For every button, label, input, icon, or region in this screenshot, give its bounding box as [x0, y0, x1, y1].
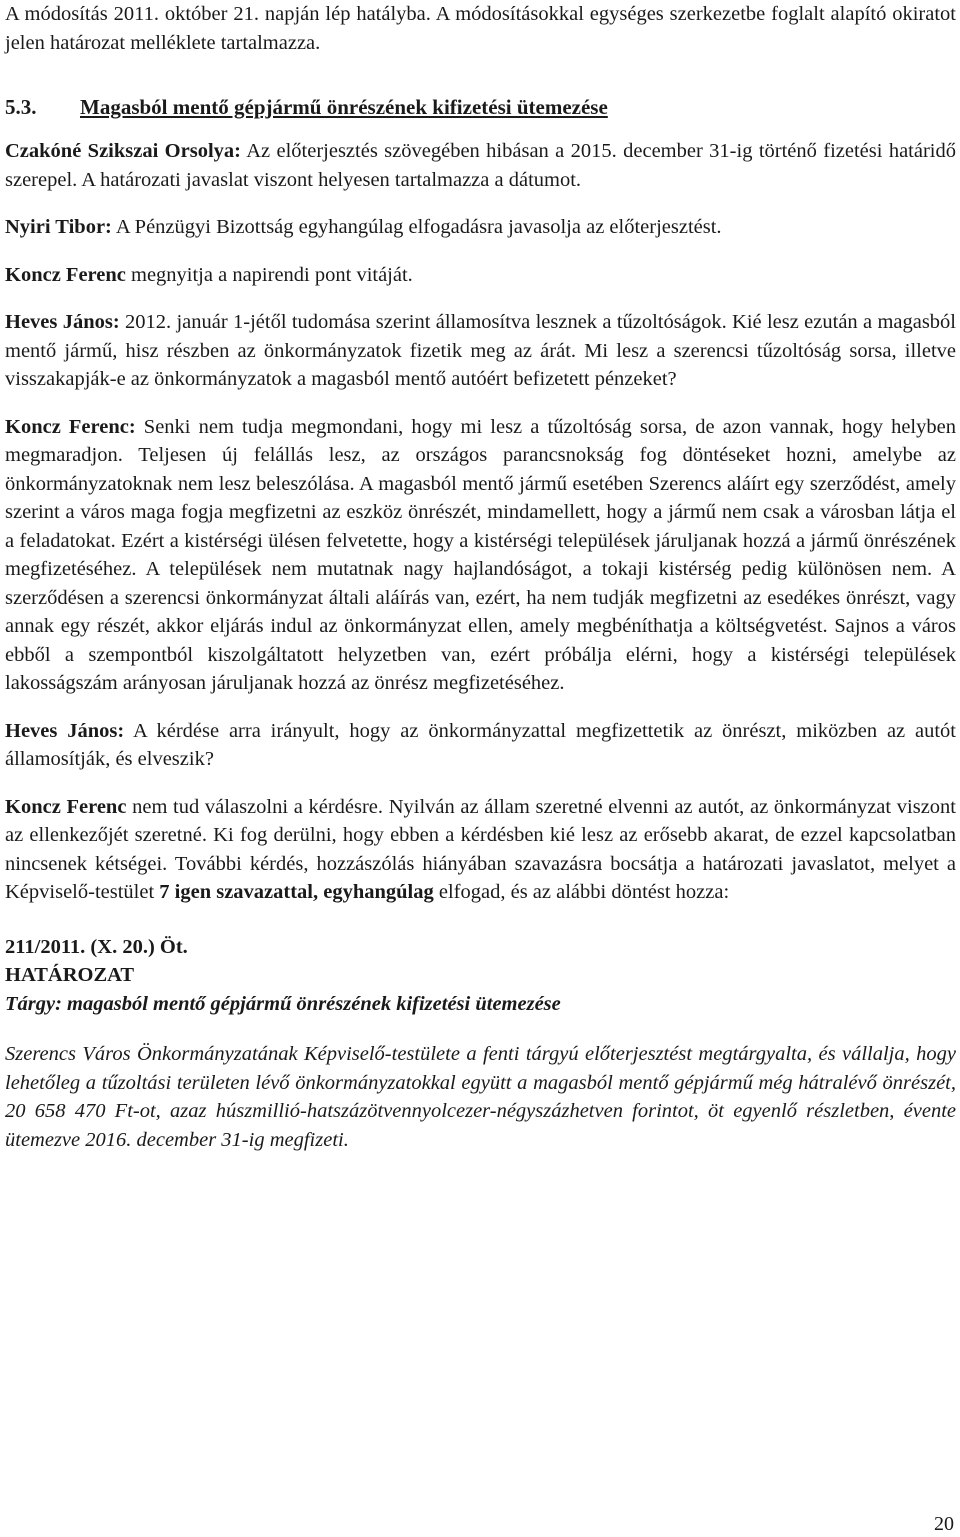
- section-heading: [5, 93, 956, 121]
- vote-text: nem tud válaszolni a kérdésre. Nyilván az állam szeretné elvenni az autót, az önkormányzat viszont az ellenkezőjét szeretné. Ki fog derülni, hogy ebben a kérdésben kié lesz az erősebb akarat, de ezzel kapcsolatban nincsenek kétségei. További kérdés, hozzászólás hiányában szavazásra bocsátja a határozati javaslatot, melyet a Képviselő-testület: [5, 795, 956, 903]
- intro-paragraph: A módosítás 2011. október 21. napján lép hatályba. A módosításokkal egységes szerkezetbe foglalt alapító okiratot jelen határozat melléklete tartalmazza.: [5, 3, 956, 54]
- speaker-name: Koncz Ferenc: [5, 795, 127, 818]
- statement-text: Senki nem tudja megmondani, hogy mi lesz a tűzoltóság sorsa, de azon vannak, hogy helyben megmaradjon. Teljesen új felállás lesz, az országos parancsnokság fog döntéseket hozni, amelybe az önkormányzatoknak nem lesz beleszólása. A magasból mentő jármű esetében Szerencs aláírt egy szerződést, amely szerint a város maga fogja megfizetni az eszköz önrészét, mindamellett, hogy a jármű nem csak a városban látja el a feladatokat. Ezért a kistérségi ülésen felvetette, hogy a kistérségi települések járuljanak hozzá a jármű önrészének megfizetéséhez. A települések nem mutatnak nagy hajlandóságot, a tokaji kistérség pedig különösen nem. A szerződésen a szerencsi önkormányzat általi aláírás van, ezért, ha nem tudják megfizetni az esedékes önrészt, vagy annak egy részét, akkor eljárás indul az önkormányzat ellen, amely megbéníthatja a költségvetést. Sajnos a város ebből a szempontból kiszolgáltatott helyzetben van, ezért próbálja elérni, hogy a kistérségi települések lakosságszám arányosan járuljanak hozzá az önrész megfizetéséhez.: [5, 415, 956, 694]
- statement-text: A kérdése arra irányult, hogy az önkormányzattal megfizettetik az önrészt, miközben az autót államosítják, és elveszik?: [5, 719, 957, 770]
- vote-tail: elfogad, és az alábbi döntést hozza:: [433, 881, 730, 903]
- speaker-name: Koncz Ferenc: [5, 263, 126, 286]
- section-title: Magasból mentő gépjármű önrészének kifizetési ütemezése: [80, 95, 608, 119]
- resolution-number: 211/2011. (X. 20.) Öt.: [5, 935, 188, 958]
- statement-text: Az előterjesztés szövegében hibásan a 2015. december 31-ig történő fizetési határidő szerepel. A határozati javaslat viszont helyesen tartalmazza a dátumot.: [5, 140, 956, 191]
- statement-paragraph: [5, 213, 956, 242]
- resolution-body: Szerencs Város Önkormányzatának Képviselő-testülete a fenti tárgyú előterjesztést megtárgyalta, és vállalja, hogy lehetőleg a tűzoltási területen lévő önkormányzatokkal együtt a magasból mentő gépjármű még hátralévő önrészét, 20 658 470 Ft-ot, azaz húszmillió-hatszázötvennyolcezer-négyszázhetven forintot, öt egyenlő részletben, évente ütemezve 2016. december 31-ig megfizeti.: [5, 1043, 956, 1151]
- speaker-name: Czakóné Szikszai Orsolya:: [5, 140, 241, 162]
- statement-paragraph: [5, 308, 956, 394]
- page-number: 20: [934, 1513, 954, 1535]
- vote-paragraph: [5, 793, 956, 907]
- statement-paragraph: [5, 137, 956, 194]
- statement-paragraph: [5, 261, 956, 290]
- resolution-subject: Tárgy: magasból mentő gépjármű önrészének kifizetési ütemezése: [5, 992, 561, 1015]
- statement-text: megnyitja a napirendi pont vitáját.: [125, 263, 413, 286]
- statement-paragraph: [5, 413, 956, 698]
- speaker-name: Nyiri Tibor:: [5, 216, 112, 238]
- resolution-heading: HATÁROZAT: [5, 964, 135, 986]
- vote-result: 7 igen szavazattal, egyhangúlag: [159, 881, 434, 903]
- speaker-name: Koncz Ferenc:: [5, 415, 136, 438]
- speaker-name: Heves János:: [5, 719, 125, 742]
- statement-paragraph: [5, 717, 956, 774]
- statement-text: A Pénzügyi Bizottság egyhangúlag elfogadásra javasolja az előterjesztést.: [111, 216, 722, 238]
- document-page: [5, 0, 956, 1154]
- section-number: 5.3.: [5, 95, 37, 119]
- speaker-name: Heves János:: [5, 311, 120, 333]
- statement-text: 2012. január 1-jétől tudomása szerint államosítva lesznek a tűzoltóságok. Kié lesz ezután a magasból mentő jármű, hisz részben az önkormányzatok fizetik meg az árát. Mi lesz a szerencsi tűzoltóság sorsa, illetve visszakapják-e az önkormányzatok a magasból mentő autóért befizetett pénzeket?: [5, 311, 957, 390]
